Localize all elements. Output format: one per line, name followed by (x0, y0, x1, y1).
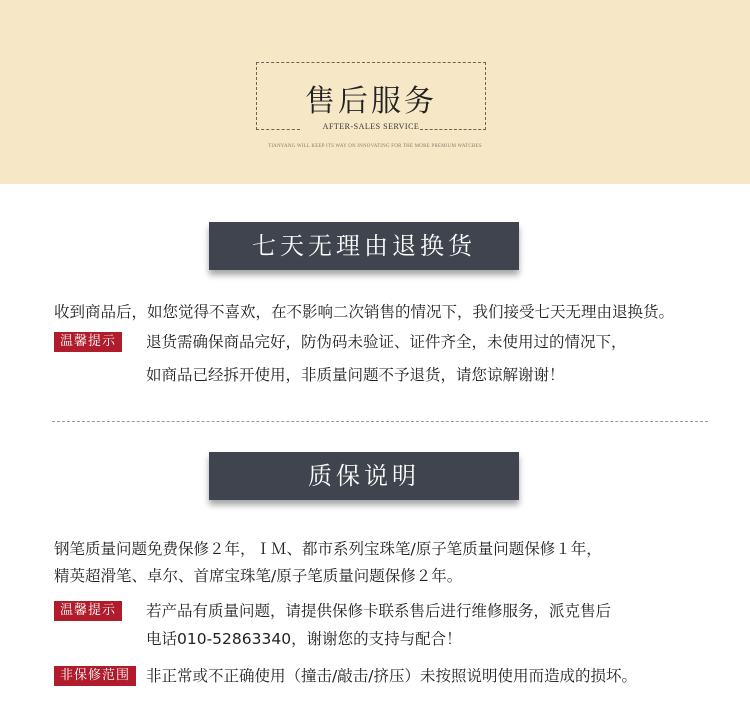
section-heading-warranty: 质保说明 (209, 452, 519, 500)
returns-tip-line1: 退货需确保商品完好，防伪码未验证、证件齐全，未使用过的情况下， (146, 333, 627, 351)
exclusion-text: 非正常或不正确使用（撞击/敲击/挤压）未按照说明使用而造成的损坏。 (146, 667, 637, 685)
warranty-line1: 钢笔质量问题免费保修２年，ＩＭ、都市系列宝珠笔/原子笔质量问题保修１年， (54, 540, 602, 558)
exclusion-badge: 非保修范围 (54, 666, 136, 686)
returns-tip-line2: 如商品已经拆开使用，非质量问题不予退货，请您谅解谢谢！ (146, 366, 565, 384)
returns-intro: 收到商品后，如您觉得不喜欢，在不影响二次销售的情况下，我们接受七天无理由退换货。 (54, 303, 675, 321)
warranty-tip-line1: 若产品有质量问题，请提供保修卡联系售后进行维修服务，派克售后 (146, 602, 612, 620)
warranty-tip-line2: 电话010-52863340，谢谢您的支持与配合！ (146, 630, 462, 648)
warranty-line2: 精英超滑笔、卓尔、首席宝珠笔/原子笔质量问题保修２年。 (54, 567, 463, 585)
tip-badge: 温馨提示 (54, 332, 122, 352)
page-title: 售后服务 (305, 84, 437, 119)
tip-badge: 温馨提示 (54, 601, 122, 621)
page-subtitle: AFTER-SALES SERVICE (322, 122, 420, 131)
section-heading-returns: 七天无理由退换货 (209, 222, 519, 270)
section-divider (52, 421, 708, 422)
banner-tagline: TIANYANG WILL KEEP ITS WAY ON INNOVATING FOR THE MORE PREMIUM WATCHES (268, 144, 482, 149)
header-banner (0, 0, 750, 184)
